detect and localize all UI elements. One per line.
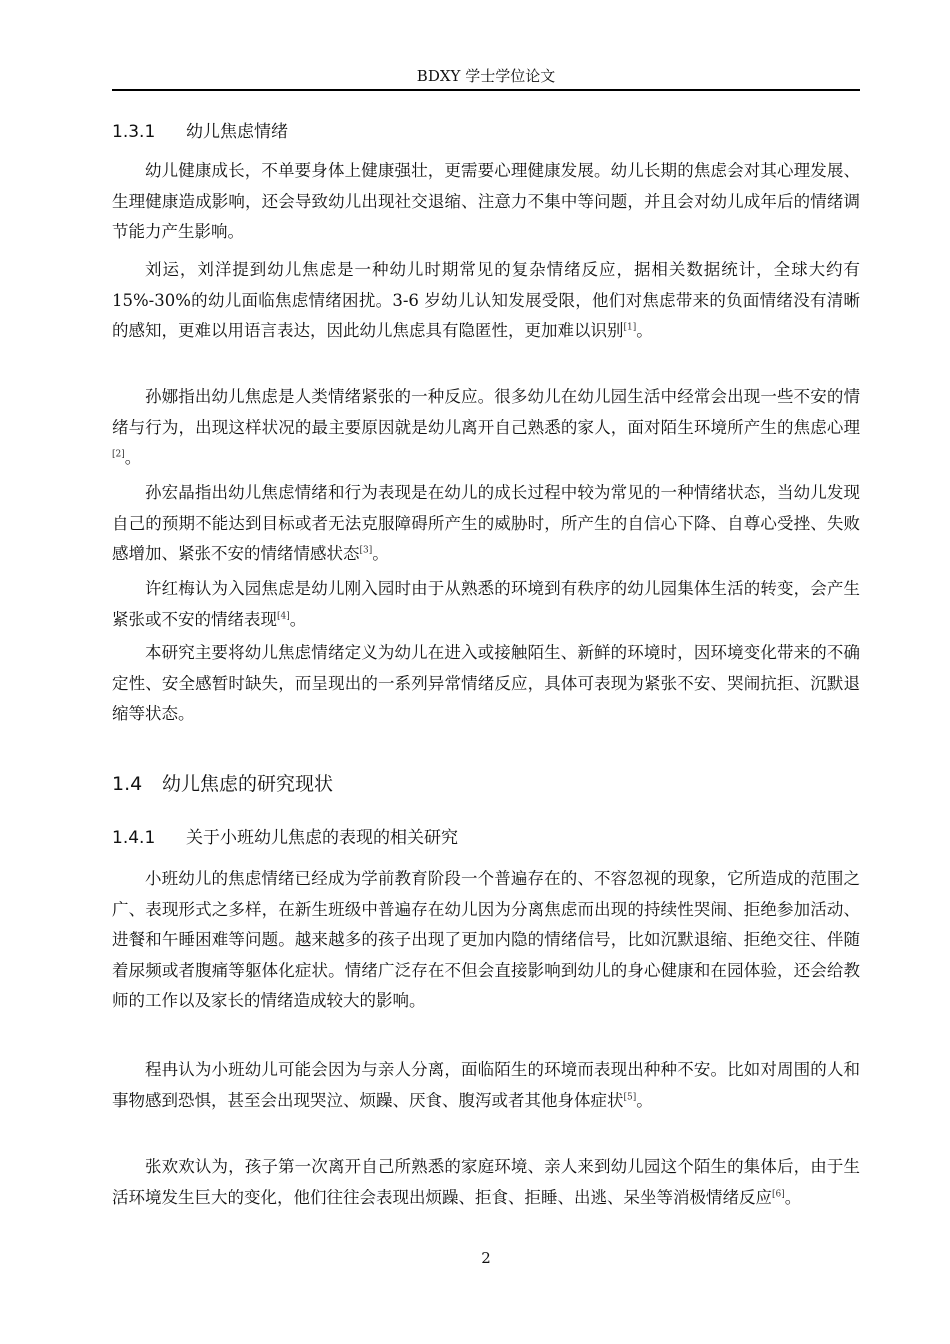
page-header: BDXY 学士学位论文: [416, 67, 556, 85]
heading-number: 1.4.1: [112, 828, 156, 848]
paragraph: 张欢欢认为，孩子第一次离开自己所熟悉的家庭环境、亲人来到幼儿园这个陌生的集体后，由于生活环境发生巨大的变化，他们往往会表现出烦躁、拒食、拒睡、出逃、呆坐等消极情绪反应[6]。: [112, 1157, 860, 1207]
paragraph: 幼儿健康成长，不单要身体上健康强壮，更需要心理健康发展。幼儿长期的焦虑会对其心理发展、生理健康造成影响，还会导致幼儿出现社交退缩、注意力不集中等问题，并且会对幼儿成年后的情绪调节能力产生影响。: [112, 161, 860, 241]
citation-ref: [3]: [359, 545, 373, 556]
citation-ref: [2]: [112, 449, 125, 460]
heading-title: 幼儿焦虑情绪: [186, 122, 288, 142]
heading-1-4: [112, 771, 333, 797]
heading-1-3-1: [112, 120, 288, 144]
heading-1-4-1: [112, 826, 458, 850]
paragraph: 程冉认为小班幼儿可能会因为与亲人分离，面临陌生的环境而表现出种种不安。比如对周围的人和事物感到恐惧，甚至会出现哭泣、烦躁、厌食、腹泻或者其他身体症状[5]。: [112, 1060, 860, 1110]
citation-ref: [5]: [623, 1092, 637, 1102]
citation-ref: [4]: [277, 611, 290, 621]
citation-ref: [1]: [623, 322, 637, 333]
heading-number: 1.3.1: [112, 122, 156, 142]
paragraph: 孙宏晶指出幼儿焦虑情绪和行为表现是在幼儿的成长过程中较为常见的一种情绪状态，当幼儿发现自己的预期不能达到目标或者无法克服障碍所产生的威胁时，所产生的自信心下降、自尊心受挫、失败感增加、紧张不安的情绪情感状态[3]。: [112, 483, 860, 563]
paragraph: 小班幼儿的焦虑情绪已经成为学前教育阶段一个普遍存在的、不容忽视的现象，它所造成的范围之广、表现形式之多样，在新生班级中普遍存在幼儿因为分离焦虑而出现的持续性哭闹、拒绝参加活动、进餐和午睡困难等问题。越来越多的孩子出现了更加内隐的情绪信号，比如沉默退缩、拒绝交往、伴随着尿频或者腹痛等躯体化症状。情绪广泛存在不但会直接影响到幼儿的身心健康和在园体验，还会给教师的工作以及家长的情绪造成较大的影响。: [112, 869, 860, 1010]
paragraph: 孙娜指出幼儿焦虑是人类情绪紧张的一种反应。很多幼儿在幼儿园生活中经常会出现一些不安的情绪与行为，出现这样状况的最主要原因就是幼儿离开自己熟悉的家人，面对陌生环境所产生的焦虑心理[2]。: [112, 387, 860, 467]
page-number: 2: [481, 1249, 491, 1267]
paragraph: 许红梅认为入园焦虑是幼儿刚入园时由于从熟悉的环境到有秩序的幼儿园集体生活的转变，会产生紧张或不安的情绪表现[4]。: [112, 579, 860, 629]
header-rule: [112, 89, 860, 91]
heading-number: 1.4: [112, 773, 143, 795]
citation-ref: [6]: [772, 1189, 785, 1199]
heading-title: 关于小班幼儿焦虑的表现的相关研究: [186, 828, 458, 848]
heading-title: 幼儿焦虑的研究现状: [162, 773, 334, 795]
paragraph: 本研究主要将幼儿焦虑情绪定义为幼儿在进入或接触陌生、新鲜的环境时，因环境变化带来的不确定性、安全感暂时缺失，而呈现出的一系列异常情绪反应，具体可表现为紧张不安、哭闹抗拒、沉默退缩等状态。: [112, 643, 860, 723]
paragraph: 刘运，刘洋提到幼儿焦虑是一种幼儿时期常见的复杂情绪反应，据相关数据统计，全球大约有 15%-30%的幼儿面临焦虑情绪困扰。3-6 岁幼儿认知发展受限，他们对焦虑带来的负面情绪没有清晰的感知，更难以用语言表达，因此幼儿焦虑具有隐匿性，更加难以识别[1]。: [112, 260, 860, 340]
